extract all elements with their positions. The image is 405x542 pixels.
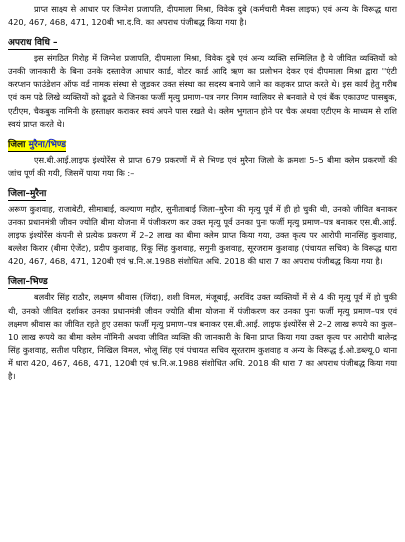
district-morena-paragraph: अरूण कुशवाह, राजाबेटी, सीमाबाई, कल्याण महौर, सुनीताबाई जिला–मुरैना की मृत्यु पूर्व में ही हो चुकी थी, उनको जीवित बनाकर उनका प्रधानमंत्री जीवन ज्योति बीमा योजना में पंजीकरण कर उक्त मृत्यु पूर्व उनका पुनः फर्जी मृत्यु प्रमाण–पत्र बनाकर एस.बी.आई. लाइफ इंश्योरेंस कंपनी से प्रत्येक प्रकरण में 2–2 लाख का बीमा क्लेम प्राप्त किया गया, उक्त कृत्य पर आरोपी मानसिंह कुशवाह, बल्लेश किरार (बीमा ऐजेंट), प्रदीप कुशवाह, रिंकू सिंह कुशवाह, सगुनी कुशवाह, सूरजराम कुशवाह (पंचायत सचिव) के विरूद्ध धारा 420, 467, 468, 471, 120बी एवं भ्र.नि.अ.1988 संशोधित अधि. 2018 की धारा 7 का अपराध पंजीबद्ध किया गया है। [8, 203, 397, 267]
intro-paragraph: प्राप्त साक्ष्य से आधार पर जिग्नेश प्रजापति, दीपमाला मिश्रा, विवेक दुबे (कर्मचारी मैक्स लाइफ) एवं अन्य के विरूद्ध धारा 420, 467, 468, 471, 120बी भा.द.वि. का अपराध पंजीबद्ध किया गया है। [8, 4, 397, 28]
modus-operandi-heading [8, 37, 397, 49]
district-heading-prefix: जिला [8, 139, 29, 150]
district-bhind-paragraph: बलवीर सिंह राठौर, लक्ष्मण श्रीवास (जिंदा), शशी विमल, मंजूबाई, अरविंद उक्त व्यक्तियों में से 4 की मृत्यु पूर्व में हो चुकी थी, उनको जीवित दर्शाकर उनका प्रधानमंत्री जीवन ज्योति बीमा योजना में पंजीकरण कर उनका पुनः फर्जी मृत्यु प्रमाण–पत्र एवं लक्ष्मण श्रीवास का जीवित रहते हुए उसका फर्जी मृत्यु प्रमाण–पत्र बनाकर एस.बी.आई. लाइफ इंश्योरेंस से 2–2 लाख रूपये का कुल–10 लाख रूपये का बीमा क्लेम नॉमिनी अथवा जीवित व्यक्ति की जानकारी के बिना प्राप्त किया गया उक्त कृत्य पर आरोपी बालेन्द्र सिंह कुशवाह, सतीश परिहार, निखिल विमल, भोलू सिंह एवं पंचायत सचिव सूरतराम कुशवाह व अन्य के विरूद्ध ई.ओ.डब्ल्यू.0 थाना में धारा 420, 467, 468, 471, 120बी एवं भ्र.नि.अ.1988 संशोधित अधि. 2018 की धारा 7 का अपराध पंजीबद्ध किया गया है। [8, 292, 397, 381]
district-bhind-heading [8, 276, 397, 288]
district-morena-heading-text: जिला–मुरैना [8, 188, 47, 199]
district-heading-highlight: मुरैना/भिण्ड [28, 139, 67, 150]
modus-operandi-paragraph: इस संगठित गिरोह में जिग्नेश प्रजापति, दीपमाला मिश्रा, विवेक दुबे एवं अन्य व्यक्ति सम्मिलित है ये जीवित व्यक्तियों को उनकी जानकारी के बिना उनके दस्तावेज आधार कार्ड, वोटर कार्ड आदि ऋण का प्रलोभन देकर एवं दीपमाला मिश्रा द्वारा ''एंटी करप्शन फाउंडेशन ऑफ वर्ड नामक संस्था से जुडकर उक्त संस्था का सदस्य बनाये जाने का कहकर प्राप्त करते थे। इस कार्य हेतु गरीब एवं कम पढे लिखे व्यक्तियों को ढूढते थे जिनका फर्जी मृत्यु प्रमाण–पत्र नगर निगम ग्वालियर से बनवाते थे एवं बैंक एकाउण्ट पासबुक, एटीएम, चैकबुक नामिनी के हस्ताक्षर कराकर स्वयं अपने पास रखते थे। क्लेम भुगतान होने पर चैक अथवा एटीएम के माध्यम से राशि स्वयं प्राप्त करते थे। [8, 53, 398, 129]
district-bhind-heading-text: जिला–भिण्ड [8, 277, 48, 288]
district-morena-bhind-heading [8, 139, 397, 151]
district-morena-bhind-paragraph: एस.बी.आई.लाइफ इंश्योरेंस से प्राप्त 679 प्रकरणों में से भिण्ड एवं मुरैना जिलो के क्रमशः 5–5 बीमा क्लेम प्रकरणों की जांच पूर्ण की गयी, जिसमें पाया गया कि :– [8, 154, 397, 178]
district-morena-heading [8, 188, 397, 200]
modus-operandi-heading-text: अपराध विधि – [8, 38, 58, 49]
